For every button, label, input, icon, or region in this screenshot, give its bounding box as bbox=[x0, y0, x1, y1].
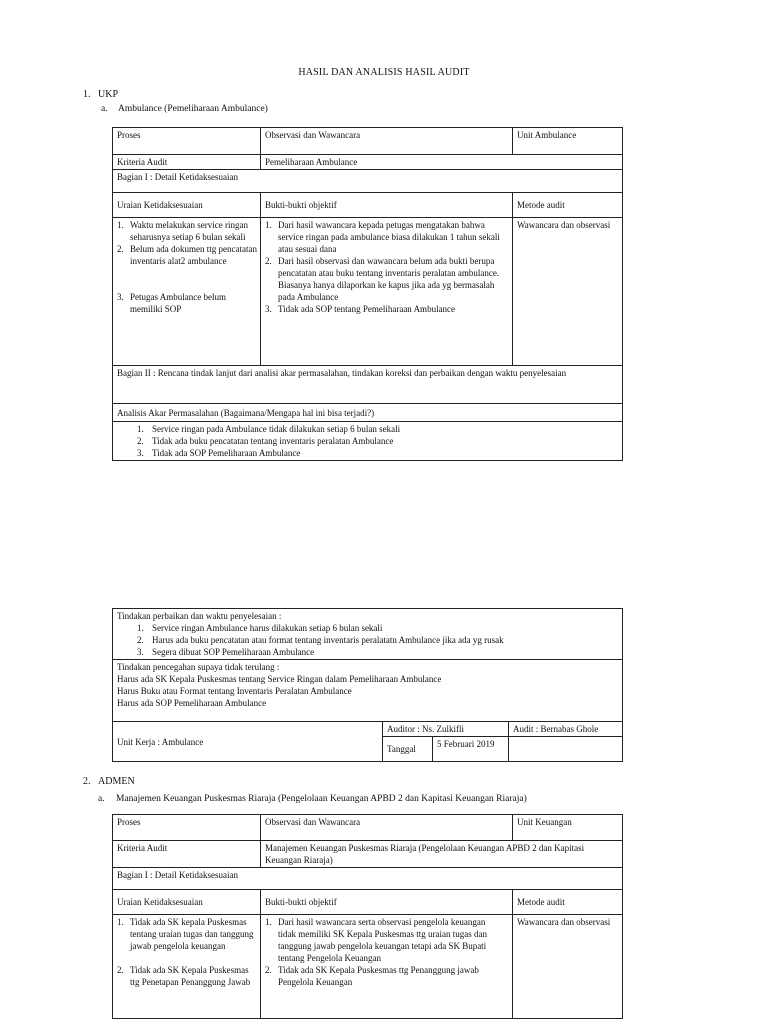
section-number: 2. bbox=[83, 776, 91, 787]
observasi-label: Observasi dan Wawancara bbox=[261, 128, 513, 155]
list-item: 1. Service ringan pada Ambulance tidak dilakukan setiap 6 bulan sekali bbox=[137, 424, 401, 434]
bagian-ii-heading: Bagian II : Rencana tindak lanjut dari analisi akar permasalahan, tindakan koreksi dan perbaikan dengan waktu penyelesaian bbox=[113, 366, 623, 404]
kriteria-label: Kriteria Audit bbox=[113, 155, 261, 170]
uraian-header: Uraian Ketidaksesuaian bbox=[113, 890, 261, 915]
pencegahan-cell bbox=[113, 660, 623, 722]
audit-table-admen bbox=[112, 814, 623, 1019]
section-title: UKP bbox=[98, 89, 119, 100]
list-item: 3. Segera dibuat SOP Pemeliharaan Ambulance bbox=[137, 647, 315, 657]
signature-empty bbox=[509, 737, 623, 762]
unit-kerja: Unit Kerja : Ambulance bbox=[113, 722, 383, 762]
tindakan-label: Tindakan perbaikan dan waktu penyelesaian : bbox=[117, 611, 282, 621]
list-item: 2. Belum ada dokumen ttg pencatatan inventaris alat2 ambulance bbox=[117, 244, 257, 266]
kriteria-value: Manajemen Keuangan Puskesmas Riaraja (Pengelolaan Keuangan APBD 2 dan Kapitasi Keuangan Riaraja) bbox=[261, 841, 623, 868]
list-item: 2. Dari hasil observasi dan wawancara belum ada bukti berupa pencatatan atau buku tentang inventaris peralatan ambulance. Biasanya hanya dilaporkan ke kapus jika ada yg bermasalah pada Ambulance bbox=[265, 256, 500, 302]
pencegahan-line: Harus ada SK Kepala Puskesmas tentang Service Ringan dalam Pemeliharaan Ambulance bbox=[117, 674, 442, 684]
pencegahan-line: Harus Buku atau Format tentang Inventaris Peralatan Ambulance bbox=[117, 686, 352, 696]
kriteria-value: Pemeliharaan Ambulance bbox=[261, 155, 623, 170]
list-item: 1. Dari hasil wawancara serta observasi pengelola keuangan tidak memiliki SK Kepala Puskesmas ttg uraian tugas dan tanggung jawab pengelola keuangan tetapi ada SK Bupati tentang Pengelola Keuangan bbox=[265, 917, 487, 963]
tanggal-value: 5 Februari 2019 bbox=[433, 737, 509, 762]
list-item: 2. Tidak ada buku pencatatan tentang inventaris peralatan Ambulance bbox=[137, 436, 394, 446]
tindakan-cell bbox=[113, 609, 623, 660]
tindakan-table bbox=[112, 608, 623, 762]
page-title: HASIL DAN ANALISIS HASIL AUDIT bbox=[298, 67, 470, 78]
list-item: 3. Tidak ada SOP Pemeliharaan Ambulance bbox=[137, 448, 301, 458]
list-item: 3. Petugas Ambulance belum memiliki SOP bbox=[117, 292, 226, 314]
metode-header: Metode audit bbox=[513, 890, 623, 915]
bukti-header: Bukti-bukti objektif bbox=[261, 193, 513, 218]
subsection-title: Ambulance (Pemeliharaan Ambulance) bbox=[118, 104, 268, 114]
uraian-cell bbox=[113, 218, 261, 366]
analisis-label: Analisis Akar Permasalahan (Bagaimana/Mengapa hal ini bisa terjadi?) bbox=[113, 404, 623, 422]
pencegahan-line: Harus ada SOP Pemeliharaan Ambulance bbox=[117, 698, 267, 708]
subsection-letter: a. bbox=[101, 104, 108, 114]
list-item: 1. Tidak ada SK kepala Puskesmas tentang uraian tugas dan tanggung jawab pengelola keuangan bbox=[117, 917, 254, 951]
pencegahan-label: Tindakan pencegahan supaya tidak terulang : bbox=[117, 662, 280, 672]
subsection-title: Manajemen Keuangan Puskesmas Riaraja (Pengelolaan Keuangan APBD 2 dan Kapitasi Keuangan Riaraja) bbox=[116, 794, 527, 804]
section-title: ADMEN bbox=[98, 776, 135, 787]
metode-cell: Wawancara dan observasi bbox=[513, 218, 623, 366]
list-item: 2. Harus ada buku pencatatan atau format tentang inventaris peralatatn Ambulance jika ada yg rusak bbox=[137, 635, 504, 645]
bukti-header: Bukti-bukti objektif bbox=[261, 890, 513, 915]
proses-label: Proses bbox=[113, 128, 261, 155]
uraian-cell bbox=[113, 915, 261, 1019]
audit-table-ukp bbox=[112, 127, 623, 461]
observasi-label: Observasi dan Wawancara bbox=[261, 815, 513, 841]
list-item: 2. Tidak ada SK Kepala Puskesmas ttg Penanggung jawab Pengelola Keuangan bbox=[265, 965, 479, 987]
subsection-letter: a. bbox=[98, 794, 105, 804]
section-number: 1. bbox=[83, 89, 91, 100]
tanggal-label: Tanggal bbox=[383, 737, 433, 762]
uraian-header: Uraian Ketidaksesuaian bbox=[113, 193, 261, 218]
list-item: 1. Waktu melakukan service ringan seharusnya setiap 6 bulan sekali bbox=[117, 220, 248, 242]
bukti-cell bbox=[261, 915, 513, 1019]
list-item: 1. Service ringan Ambulance harus dilakukan setiap 6 bulan sekali bbox=[137, 623, 383, 633]
bukti-cell bbox=[261, 218, 513, 366]
list-item: 1. Dari hasil wawancara kepada petugas mengatakan bahwa service ringan pada ambulance biasa dilakukan 1 tahun sekali atau sesuai dana bbox=[265, 220, 500, 254]
metode-cell: Wawancara dan observasi bbox=[513, 915, 623, 1019]
kriteria-label: Kriteria Audit bbox=[113, 841, 261, 868]
unit-label: Unit Ambulance bbox=[513, 128, 623, 155]
unit-label: Unit Keuangan bbox=[513, 815, 623, 841]
metode-header: Metode audit bbox=[513, 193, 623, 218]
list-item: 2. Tidak ada SK Kepala Puskesmas ttg Penetapan Penanggung Jawab bbox=[117, 965, 251, 987]
bagian-i-heading: Bagian I : Detail Ketidaksesuaian bbox=[113, 868, 623, 890]
analisis-cell bbox=[113, 422, 623, 461]
auditee: Audit : Bernabas Ghole bbox=[509, 722, 623, 737]
list-item: 3. Tidak ada SOP tentang Pemeliharaan Ambulance bbox=[265, 304, 456, 314]
proses-label: Proses bbox=[113, 815, 261, 841]
bagian-i-heading: Bagian I : Detail Ketidaksesuaian bbox=[113, 170, 623, 193]
auditor: Auditor : Ns. Zulkifli bbox=[383, 722, 509, 737]
